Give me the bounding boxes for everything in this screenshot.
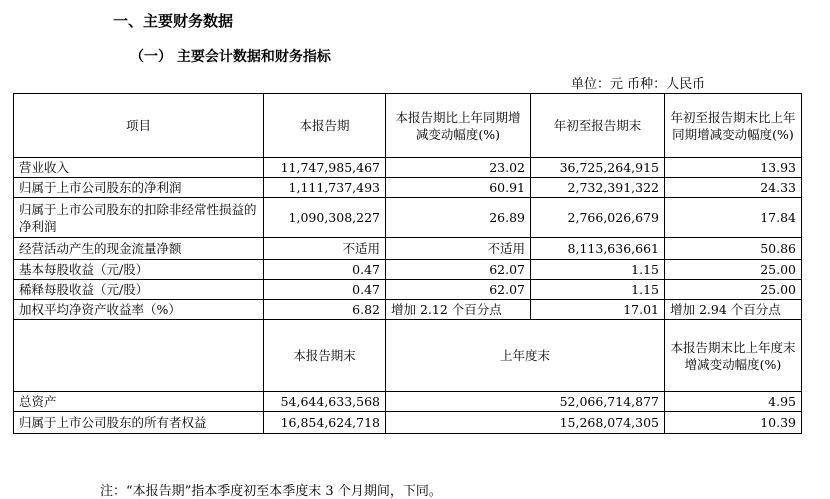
cell-value: 1,090,308,227 bbox=[264, 198, 386, 238]
cell-value: 4.95 bbox=[665, 392, 802, 412]
row-label: 营业收入 bbox=[14, 158, 264, 178]
cell-value: 增加 2.12 个百分点 bbox=[386, 300, 531, 320]
table-header-row bbox=[14, 94, 802, 158]
header-empty bbox=[14, 320, 264, 392]
row-label: 加权平均净资产收益率（%） bbox=[14, 300, 264, 320]
row-label: 稀释每股收益（元/股） bbox=[14, 280, 264, 300]
header-period-change: 本报告期末比上年度末增减变动幅度(%) bbox=[665, 320, 802, 392]
cell-value: 0.47 bbox=[264, 260, 386, 280]
table-row bbox=[14, 412, 802, 434]
table-row bbox=[14, 198, 802, 238]
cell-value: 62.07 bbox=[386, 260, 531, 280]
cell-value: 增加 2.94 个百分点 bbox=[665, 300, 802, 320]
cell-value: 15,268,074,305 bbox=[386, 412, 665, 434]
cell-value: 1.15 bbox=[531, 280, 665, 300]
cell-value: 52,066,714,877 bbox=[386, 392, 665, 412]
header-prev-year-end: 上年度末 bbox=[386, 320, 665, 392]
cell-value: 50.86 bbox=[665, 238, 802, 260]
row-label: 经营活动产生的现金流量净额 bbox=[14, 238, 264, 260]
cell-value: 17.84 bbox=[665, 198, 802, 238]
cell-value: 0.47 bbox=[264, 280, 386, 300]
table-header-row-2 bbox=[14, 320, 802, 392]
cell-value: 54,644,633,568 bbox=[264, 392, 386, 412]
row-label: 总资产 bbox=[14, 392, 264, 412]
cell-value: 2,732,391,322 bbox=[531, 178, 665, 198]
unit-currency-line: 单位：元 币种：人民币 bbox=[571, 77, 706, 92]
table-row bbox=[14, 260, 802, 280]
cell-value: 2,766,026,679 bbox=[531, 198, 665, 238]
header-ytd: 年初至报告期末 bbox=[531, 94, 665, 158]
cell-value: 36,725,264,915 bbox=[531, 158, 665, 178]
cell-value: 23.02 bbox=[386, 158, 531, 178]
cell-value: 62.07 bbox=[386, 280, 531, 300]
table-row bbox=[14, 280, 802, 300]
header-current-end: 本报告期末 bbox=[264, 320, 386, 392]
cell-value: 不适用 bbox=[264, 238, 386, 260]
subsection-title: （一） 主要会计数据和财务指标 bbox=[130, 49, 331, 65]
cell-value: 16,854,624,718 bbox=[264, 412, 386, 434]
header-yoy-change: 本报告期比上年同期增减变动幅度(%) bbox=[386, 94, 531, 158]
table-row bbox=[14, 178, 802, 198]
section-title: 一、主要财务数据 bbox=[113, 12, 234, 30]
row-label: 基本每股收益（元/股） bbox=[14, 260, 264, 280]
footnote: 注：“本报告期”指本季度初至本季度末 3 个月期间，下同。 bbox=[100, 484, 442, 499]
cell-value: 24.33 bbox=[665, 178, 802, 198]
cell-value: 1.15 bbox=[531, 260, 665, 280]
header-item: 项目 bbox=[14, 94, 264, 158]
cell-value: 25.00 bbox=[665, 260, 802, 280]
table-row bbox=[14, 300, 802, 320]
cell-value: 60.91 bbox=[386, 178, 531, 198]
row-label: 归属于上市公司股东的扣除非经常性损益的净利润 bbox=[14, 198, 264, 238]
cell-value: 不适用 bbox=[386, 238, 531, 260]
row-label: 归属于上市公司股东的所有者权益 bbox=[14, 412, 264, 434]
cell-value: 11,747,985,467 bbox=[264, 158, 386, 178]
cell-value: 25.00 bbox=[665, 280, 802, 300]
cell-value: 26.89 bbox=[386, 198, 531, 238]
cell-value: 13.93 bbox=[665, 158, 802, 178]
financial-data-table bbox=[13, 93, 802, 434]
cell-value: 10.39 bbox=[665, 412, 802, 434]
row-label: 归属于上市公司股东的净利润 bbox=[14, 178, 264, 198]
cell-value: 6.82 bbox=[264, 300, 386, 320]
table-row bbox=[14, 392, 802, 412]
cell-value: 1,111,737,493 bbox=[264, 178, 386, 198]
table-row bbox=[14, 238, 802, 260]
header-current-period: 本报告期 bbox=[264, 94, 386, 158]
header-ytd-yoy-change: 年初至报告期末比上年同期增减变动幅度(%) bbox=[665, 94, 802, 158]
table-row bbox=[14, 158, 802, 178]
cell-value: 17.01 bbox=[531, 300, 665, 320]
cell-value: 8,113,636,661 bbox=[531, 238, 665, 260]
